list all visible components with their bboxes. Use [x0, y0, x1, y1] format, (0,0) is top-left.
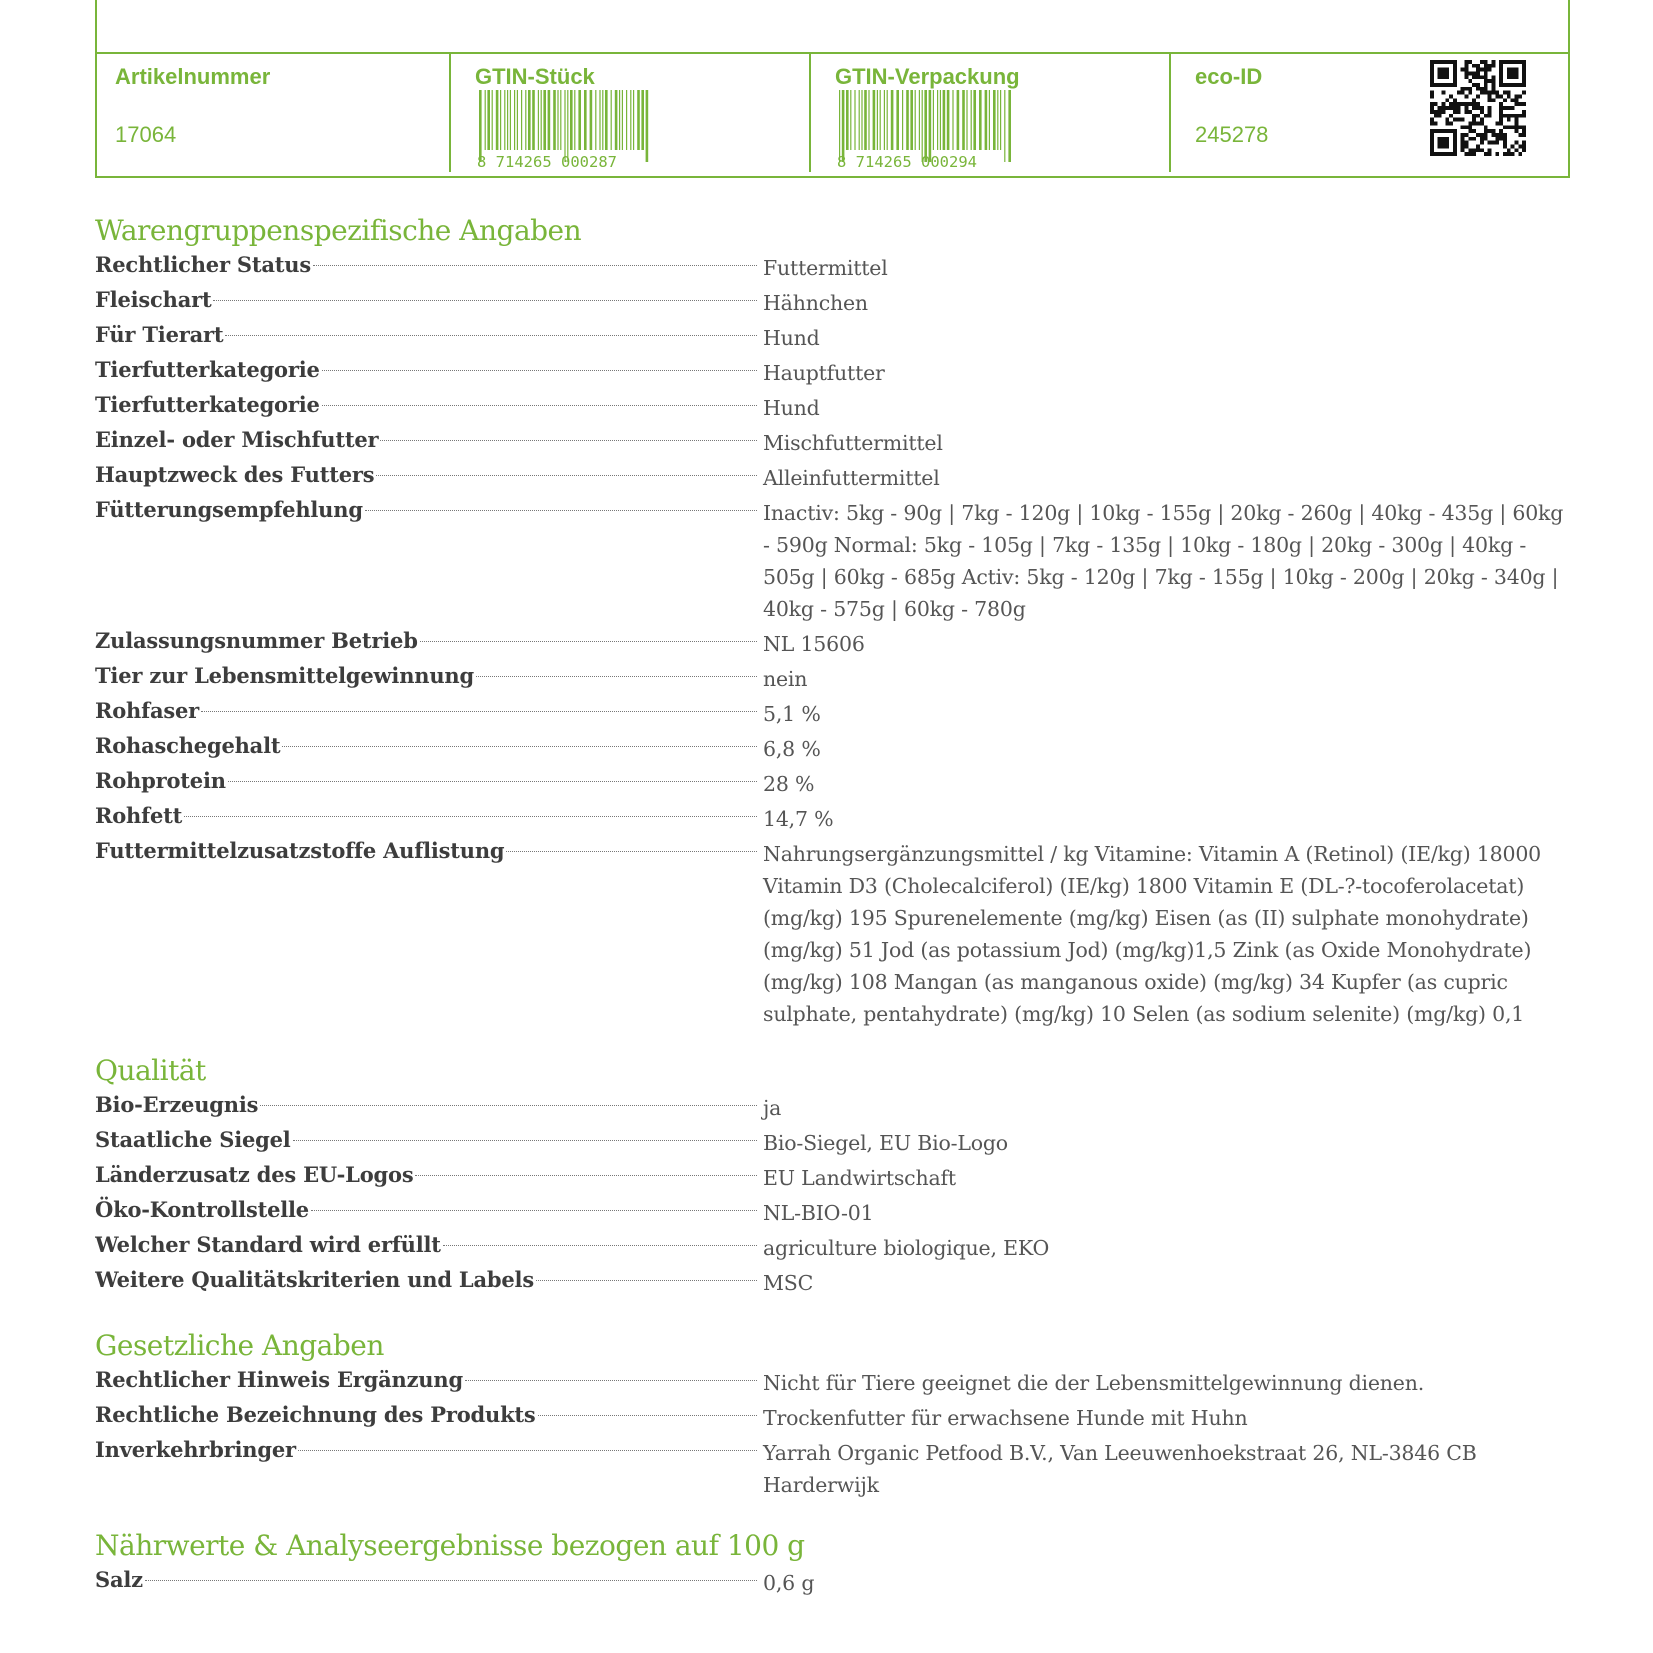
section-naehrwerte: [95, 1528, 1565, 1599]
barcode-bar: [595, 90, 596, 150]
dot-leader: [443, 1245, 757, 1246]
attribute-label-wrap: [95, 625, 763, 660]
attribute-row: [95, 1089, 1565, 1124]
barcode-bar: [570, 90, 573, 150]
attribute-value: 0,6 g: [763, 1571, 815, 1595]
dot-leader: [225, 335, 757, 336]
barcode-gtin-verpackung-icon: [837, 90, 1015, 170]
barcode-bar: [891, 90, 894, 150]
barcode-bar: [630, 90, 631, 150]
barcode-bar: [1004, 90, 1005, 162]
barcode-gtin-stueck-icon: [477, 90, 655, 170]
attribute-label-wrap: [95, 319, 763, 354]
attribute-label: Tierfutterkategorie: [95, 392, 320, 417]
dot-leader: [293, 1140, 757, 1141]
barcode-bar: [557, 90, 558, 150]
attribute-row: [95, 625, 1565, 660]
barcode-bar: [884, 90, 885, 150]
barcode-bar: [880, 90, 881, 150]
attribute-label: Rechtlicher Status: [95, 252, 311, 277]
attribute-row: [95, 660, 1565, 695]
dot-leader: [201, 711, 757, 712]
barcode-bar: [966, 90, 967, 150]
attribute-label: Öko-Kontrollstelle: [95, 1197, 309, 1222]
attribute-list: [95, 1364, 1565, 1501]
barcode-bar: [622, 90, 623, 150]
attribute-value: Mischfuttermittel: [763, 431, 943, 455]
attribute-list: [95, 1089, 1565, 1299]
attribute-label: Staatliche Siegel: [95, 1127, 291, 1152]
barcode-bar: [507, 90, 508, 150]
id-box-divider: [97, 52, 1568, 54]
attribute-row: [95, 1364, 1565, 1399]
attribute-row: [95, 1399, 1565, 1434]
attribute-value: ja: [763, 1096, 782, 1120]
dot-leader: [380, 440, 757, 441]
barcode-bar: [548, 90, 551, 150]
barcode-bar: [929, 90, 932, 162]
barcode-bar: [641, 90, 644, 150]
barcode-bar: [492, 90, 493, 150]
barcode-bar: [873, 90, 876, 150]
barcode-bar: [887, 90, 888, 150]
section-title: Nährwerte & Analyseergebnisse bezogen auf 100 g: [95, 1529, 805, 1562]
attribute-row: [95, 459, 1565, 494]
attribute-value: NL-BIO-01: [763, 1201, 874, 1225]
attribute-label-wrap: [95, 1434, 763, 1501]
dot-leader: [365, 510, 757, 511]
gtin-stueck-label: GTIN-Stück: [475, 64, 595, 89]
attribute-list: [95, 1564, 1565, 1599]
attribute-value: 14,7 %: [763, 807, 834, 831]
attribute-label-wrap: [95, 1194, 763, 1229]
attribute-label: Rohprotein: [95, 768, 226, 793]
barcode-bar: [590, 90, 593, 150]
attribute-label-wrap: [95, 730, 763, 765]
barcode-bar: [1000, 90, 1001, 150]
barcode-bar: [567, 90, 568, 162]
dot-leader: [184, 816, 757, 817]
qr-code-icon: [1430, 60, 1526, 156]
barcode-digits: 8 714265 000294: [837, 153, 977, 170]
dot-leader: [376, 475, 757, 476]
barcode-bar: [993, 90, 996, 150]
attribute-label: Fleischart: [95, 287, 212, 312]
barcode-bar: [915, 90, 916, 150]
attribute-row: [95, 1264, 1565, 1299]
attribute-value: Alleinfuttermittel: [763, 466, 940, 490]
attribute-value: MSC: [763, 1271, 814, 1295]
attribute-label: Welcher Standard wird erfüllt: [95, 1232, 441, 1257]
attribute-value: agriculture biologique, EKO: [763, 1236, 1050, 1260]
attribute-value: nein: [763, 667, 808, 691]
section-title: Warengruppenspezifische Angaben: [95, 214, 582, 247]
barcode-bar: [637, 90, 640, 150]
barcode-bar: [854, 90, 855, 150]
attribute-value: 5,1 %: [763, 702, 821, 726]
attribute-row: [95, 389, 1565, 424]
barcode-bar: [877, 90, 878, 150]
barcode-bar: [839, 90, 840, 162]
attribute-row: [95, 1124, 1565, 1159]
attribute-row: [95, 765, 1565, 800]
barcode-bar: [611, 90, 612, 150]
attribute-row: [95, 249, 1565, 284]
dot-leader: [506, 851, 757, 852]
barcode-bar: [979, 90, 982, 150]
barcode-bar: [599, 90, 600, 150]
dot-leader: [298, 1450, 757, 1451]
eco-id-value: 245278: [1195, 122, 1269, 147]
barcode-bar: [846, 90, 849, 150]
attribute-row: [95, 1159, 1565, 1194]
attribute-label-wrap: [95, 249, 763, 284]
barcode-bar: [543, 90, 546, 150]
attribute-row: [95, 800, 1565, 835]
product-id-box: [95, 0, 1570, 178]
dot-leader: [476, 676, 757, 677]
barcode-bar: [560, 90, 561, 150]
barcode-bar: [973, 90, 976, 150]
dot-leader: [322, 370, 757, 371]
attribute-label: Hauptzweck des Futters: [95, 462, 375, 487]
barcode-bar: [504, 90, 505, 150]
attribute-value: Hähnchen: [763, 291, 868, 315]
attribute-label: Tierfutterkategorie: [95, 357, 320, 382]
attribute-label-wrap: [95, 695, 763, 730]
dot-leader: [260, 1105, 757, 1106]
attribute-value: Trockenfutter für erwachsene Hunde mit Huhn: [763, 1406, 1248, 1430]
dot-leader: [213, 300, 757, 301]
barcode-bar: [574, 90, 575, 150]
attribute-value: Hund: [763, 326, 820, 350]
attribute-row: [95, 354, 1565, 389]
barcode-bar: [940, 90, 941, 150]
attribute-label: Länderzusatz des EU-Logos: [95, 1162, 414, 1187]
attribute-row: [95, 1564, 1565, 1599]
attribute-label: Zulassungsnummer Betrieb: [95, 628, 418, 653]
attribute-row: [95, 424, 1565, 459]
barcode-bar: [842, 90, 845, 162]
barcode-bar: [633, 90, 634, 150]
attribute-label-wrap: [95, 1159, 763, 1194]
attribute-label-wrap: [95, 459, 763, 494]
attribute-label: Tier zur Lebensmittelgewinnung: [95, 663, 474, 688]
attribute-label: Rechtlicher Hinweis Ergänzung: [95, 1367, 463, 1392]
attribute-value: 6,8 %: [763, 737, 821, 761]
barcode-bar: [910, 90, 913, 150]
barcode-bar: [538, 90, 539, 150]
section-gesetzliche-angaben: [95, 1328, 1565, 1501]
barcode-bar: [525, 90, 526, 150]
attribute-label-wrap: [95, 494, 763, 625]
barcode-bar: [924, 90, 927, 162]
attribute-label-wrap: [95, 765, 763, 800]
attribute-row: [95, 1229, 1565, 1264]
attribute-value: Yarrah Organic Petfood B.V., Van Leeuwenhoekstraat 26, NL-3846 CB Harderwijk: [763, 1441, 1477, 1497]
barcode-bar: [485, 90, 486, 150]
barcode-digits: 8 714265 000287: [477, 153, 617, 170]
dot-leader: [145, 1580, 757, 1581]
attribute-label-wrap: [95, 1089, 763, 1124]
barcode-bar: [859, 90, 860, 150]
dot-leader: [282, 746, 757, 747]
gtin-verpackung-label: GTIN-Verpackung: [835, 64, 1020, 89]
section-warengruppe: [95, 213, 1565, 1030]
attribute-label: Rohfett: [95, 803, 183, 828]
attribute-label: Weitere Qualitätskriterien und Labels: [95, 1267, 534, 1292]
attribute-label: Salz: [95, 1567, 143, 1592]
attribute-label: Rohaschegehalt: [95, 733, 281, 758]
barcode-bar: [615, 90, 618, 150]
barcode-bar: [602, 90, 603, 150]
barcode-bar: [584, 90, 587, 150]
dot-leader: [311, 1210, 757, 1211]
attribute-value: Futtermittel: [763, 256, 888, 280]
barcode-bar: [933, 90, 934, 150]
attribute-label: Fütterungsempfehlung: [95, 497, 363, 522]
dot-leader: [536, 1280, 757, 1281]
attribute-label-wrap: [95, 424, 763, 459]
attribute-label-wrap: [95, 284, 763, 319]
attribute-row: [95, 1434, 1565, 1501]
barcode-bar: [952, 90, 953, 150]
dot-leader: [322, 405, 757, 406]
attribute-label: Rohfaser: [95, 698, 200, 723]
dot-leader: [415, 1175, 757, 1176]
eco-id-label: eco-ID: [1195, 64, 1263, 89]
barcode-bar: [962, 90, 965, 150]
dot-leader: [228, 781, 757, 782]
barcode-bar: [541, 90, 542, 150]
barcode-bar: [514, 90, 515, 150]
barcode-bar: [861, 90, 862, 150]
dot-leader: [465, 1380, 757, 1381]
barcode-bar: [971, 90, 972, 150]
attribute-label-wrap: [95, 1264, 763, 1299]
attribute-label-wrap: [95, 1564, 763, 1599]
attribute-label-wrap: [95, 354, 763, 389]
attribute-list: [95, 249, 1565, 1030]
section-title: Qualität: [95, 1054, 206, 1087]
barcode-bar: [564, 90, 565, 162]
barcode-bar: [479, 90, 482, 162]
attribute-row: [95, 835, 1565, 1030]
barcode-bar: [500, 90, 501, 150]
attribute-label: Futtermittelzusatzstoffe Auflistung: [95, 838, 505, 863]
barcode-bar: [850, 90, 851, 150]
barcode-bar: [532, 90, 535, 150]
attribute-row: [95, 695, 1565, 730]
artikelnummer-value: 17064: [115, 122, 177, 147]
column-separator: [1169, 54, 1171, 172]
dot-leader: [420, 641, 757, 642]
attribute-label-wrap: [95, 1364, 763, 1399]
barcode-bar: [528, 90, 531, 150]
attribute-value: Inactiv: 5kg - 90g | 7kg - 120g | 10kg - 155g | 20kg - 260g | 40kg - 435g | 60kg - 590g Normal: 5kg - 105g | 7kg - 135g | 10kg - 180g | 20kg - 300g | 40kg - 505g | 60kg - 685g Activ: 5kg - 120g | 7kg - 155g | 10kg - 200g | 20kg - 340g | 40kg - 575g | 60kg - 780g: [763, 501, 1564, 621]
attribute-label-wrap: [95, 800, 763, 835]
column-separator: [809, 54, 811, 172]
attribute-value: Nahrungsergänzungsmittel / kg Vitamine: Vitamin A (Retinol) (IE/kg) 18000 Vitamin D3 (Cholecalciferol) (IE/kg) 1800 Vitamin E (DL-?-tocoferolacetat) (mg/kg) 195 Spurenelemente (mg/kg) Eisen (as (II) sulphate monohydrate) (mg/kg) 51 Jod (as potassium Jod) (mg/kg)1,5 Zink (as Oxide Monohydrate) (mg/kg) 108 Mangan (as manganous oxide) (mg/kg) 34 Kupfer (as cupric sulphate, pentahydrate) (mg/kg) 10 Selen (as sodium selenite) (mg/kg) 0,1: [763, 842, 1542, 1026]
attribute-row: [95, 319, 1565, 354]
barcode-bar: [919, 90, 920, 150]
attribute-label-wrap: [95, 1229, 763, 1264]
section-title: Gesetzliche Angaben: [95, 1329, 384, 1362]
barcode-bar: [578, 90, 581, 150]
column-separator: [449, 54, 451, 172]
barcode-bar: [937, 90, 938, 150]
attribute-value: Bio-Siegel, EU Bio-Logo: [763, 1131, 1008, 1155]
barcode-bar: [943, 90, 946, 150]
attribute-row: [95, 494, 1565, 625]
barcode-bar: [646, 90, 649, 162]
barcode-bar: [605, 90, 608, 150]
barcode-bar: [997, 90, 998, 150]
artikelnummer-label: Artikelnummer: [115, 64, 271, 89]
section-qualitaet: [95, 1053, 1565, 1299]
barcode-bar: [868, 90, 869, 150]
barcode-bar: [896, 90, 899, 150]
attribute-label-wrap: [95, 1124, 763, 1159]
barcode-bar: [1008, 90, 1011, 162]
attribute-value: Hauptfutter: [763, 361, 885, 385]
barcode-bar: [487, 90, 490, 150]
barcode-bar: [985, 90, 988, 150]
barcode-bar: [957, 90, 960, 150]
barcode-bar: [521, 90, 522, 150]
attribute-value: Nicht für Tiere geeignet die der Lebensmittelgewinnung dienen.: [763, 1371, 1425, 1395]
attribute-row: [95, 284, 1565, 319]
attribute-value: EU Landwirtschaft: [763, 1166, 956, 1190]
attribute-label: Rechtliche Bezeichnung des Produkts: [95, 1402, 536, 1427]
attribute-value: 28 %: [763, 772, 815, 796]
attribute-label-wrap: [95, 389, 763, 424]
attribute-label-wrap: [95, 660, 763, 695]
barcode-bar: [902, 90, 903, 150]
attribute-label-wrap: [95, 1399, 763, 1434]
barcode-bar: [864, 90, 867, 150]
attribute-row: [95, 730, 1565, 765]
dot-leader: [538, 1415, 757, 1416]
attribute-label: Für Tierart: [95, 322, 224, 347]
attribute-label: Inverkehrbringer: [95, 1437, 296, 1462]
attribute-label: Einzel- oder Mischfutter: [95, 427, 379, 452]
barcode-bar: [922, 90, 923, 162]
barcode-bar: [947, 90, 950, 150]
barcode-bar: [510, 90, 511, 150]
dot-leader: [313, 265, 757, 266]
attribute-value: Hund: [763, 396, 820, 420]
barcode-bar: [906, 90, 909, 150]
barcode-bar: [626, 90, 627, 150]
attribute-label-wrap: [95, 835, 763, 1030]
barcode-bar: [989, 90, 990, 150]
attribute-row: [95, 1194, 1565, 1229]
barcode-bar: [517, 90, 518, 150]
barcode-bar: [496, 90, 499, 150]
attribute-value: NL 15606: [763, 632, 865, 656]
barcode-bar: [553, 90, 556, 150]
attribute-label: Bio-Erzeugnis: [95, 1092, 259, 1117]
barcode-bar: [619, 90, 620, 150]
